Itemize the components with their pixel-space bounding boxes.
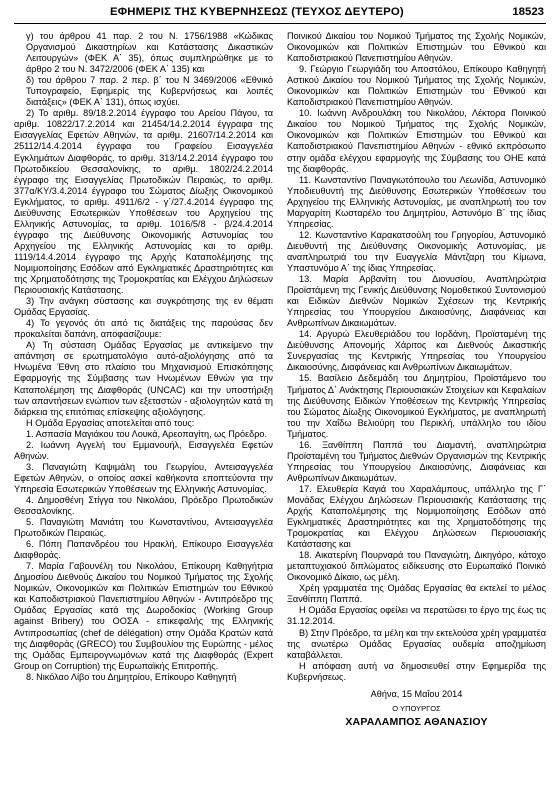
page-header <box>14 4 546 24</box>
paragraph: Η Ομάδα Εργασίας οφείλει να περατώσει το έργο της έως τις 31.12.2014. <box>287 605 546 627</box>
paragraph: 13. Μαρία Αρβανίτη του Διονυσίου, Αναπληρώτρια Προϊστάμενη της Γενικής Διεύθυνσης Νομοθετικού Συντονισμού και Ειδικών Διεθνών Νομικών Σχέσεων της Κεντρικής Υπηρεσίας του Υπουργείου Δικαιοσύνης, Διαφάνειας και Ανθρωπίνων Δικαιωμάτων. <box>287 274 546 329</box>
paragraph: Ποινικού Δικαίου του Νομικού Τμήματος της Σχολής Νομικών, Οικονομικών και Πολιτικών Επιστημών του Εθνικού και Καποδιστριακού Πανεπιστημίου Αθηνών. <box>287 31 546 64</box>
paragraph: 12. Κωνσταντίνο Καρακατσούλη του Γρηγορίου, Αστυνομικό Διευθυντή της Διεύθυνσης Οικονομικής Αστυνομίας, με αναπληρωτριά του την Ευαγγελία Μάντζαρη του Κίμωνα, Υπαστυνόμο Α΄ της ίδιας Υπηρεσίας. <box>287 229 546 273</box>
gazette-page <box>14 4 546 804</box>
paragraph: 8. Νικόλαο Λίβο του Δημητρίου, Επίκουρο Καθηγητή <box>26 671 237 682</box>
paragraph: 11. Κωνσταντίνο Παναγιωτόπουλο του Λεωνίδα, Αστυνομικό Υποδιευθυντή της Διεύθυνσης Εσωτερικών Υποθέσεων του Αρχηγείου της Ελληνικής Αστυνομίας, με αναπληρωτή του τον Μαργαρίτη Κωσταρέλο του Δημητρίου, Αστυνόμο Β΄ της ίδιας Υπηρεσίας. <box>287 174 546 229</box>
signature-block <box>287 689 546 728</box>
paragraph: 17. Ελευθερία Καγιά του Χαραλάμπους, υπάλληλο της Γ΄ Μονάδας Ελέγχου Δηλώσεων Περιουσιακής Κατάστασης της Αρχής Καταπολέμησης της Νομιμοποίησης Εσόδων από Εγκληματικές Δραστηριότητες και της Χρηματοδότησης της Τρομοκρατίας και Ελέγχου Δηλώσεων Περιουσιακής Κατάστασης και <box>287 483 546 550</box>
signature-date-place: Αθήνα, 15 Μαΐου 2014 <box>370 688 463 699</box>
paragraph: 2. Ιωάννη Αγγελή του Εμμανουήλ, Εισαγγελέα Εφετών Αθηνών. <box>14 439 273 461</box>
paragraph: Η απόφαση αυτή να δημοσιευθεί στην Εφημερίδα της Κυβερνήσεως. <box>287 660 546 682</box>
paragraph: 2) Το αριθμ. 89/18.2.2014 έγγραφο του Αρείου Πάγου, τα αριθμ. 10822/17.2.2014 και 21454/14.2.2014 έγγραφα της Εισαγγελίας Εφετών Αθηνών, τα αριθμ. 21607/14.2.2014 και 25112/14.4.2014 έγγραφα του Γραφείου Εισαγγελέα Εγκλημάτων Διαφθοράς, το αριθμ. 313/14.2.2014 έγγραφο του Πρωτοδικείου Θεσσαλονίκης, το αριθμ. 1802/24.2.2014 έγγραφο της Εισαγγελίας Πρωτοδικών Πειραιώς, το αριθμ. 377α/ΚΥ/3.4.2014 έγγραφο του Σώματος Δίωξης Οικονομικού Εγκλήματος, το αριθμ. 4911/6/2 - γ΄/27.4.2014 έγγραφο της Διεύθυνσης Εσωτερικών Υποθέσεων του Αρχηγείου της Ελληνικής Αστυνομίας, τα αριθμ. 1016/5/8 - β/24.4.2014 έγγραφο της Διεύθυνσης Οικονομικής Αστυνομίας του Αρχηγείου της Ελληνικής Αστυνομίας και το αριθμ. 1119/14.4.2014 έγγραφο της Αρχής Καταπολέμησης της Νομιμοποίησης Εσόδων από Εγκληματικές Δραστηριότητες και της Χρηματοδότησης της Τρομοκρατίας και Ελέγχου Δηλώσεων Περιουσιακής Κατάστασης. <box>14 108 273 296</box>
paragraph: 7. Μαρία Γαβουνέλη του Νικολάου, Επίκουρη Καθηγήτρια Δημοσίου Διεθνούς Δικαίου του Νομικού Τμήματος της Σχολής Νομικών, Οικονομικών και Πολιτικών Επιστημών του Εθνικού και Καποδιστριακού Πανεπιστημίου Αθηνών - Αντιπρόεδρο της Ομάδας Εργασίας κατά της Δωροδοκίας (Working Group against Bribery) του ΟΟΣΑ - επικεφαλής της Ελληνικής Αντιπροσωπίας (chef de délégation) στην Ομάδα Κρατών κατά της Διαφθοράς (GRECO) του Συμβουλίου της Ευρώπης - μέλος της Ομάδας Εμπειρογνωμόνων κατά της Διαφθοράς (Expert Group on Corruption) της Ευρωπαϊκής Επιτροπής. <box>14 561 273 671</box>
paragraph: 4) Το γεγονός ότι από τις διατάξεις της παρούσας δεν προκαλείται δαπάνη, αποφασίζουμε: <box>14 318 273 340</box>
paragraph: δ) του άρθρου 7 παρ. 2 περ. β΄ του Ν 3469/2006 «Εθνικό Τυπογραφείο, Εφημερίς της Κυβερνήσεως και λοιπές διατάξεις» (ΦΕΚ Α΄ 131), όπως ισχύει. <box>26 75 273 108</box>
signature-role: Ο ΥΠΟΥΡΓΟΣ <box>392 703 441 713</box>
right-column <box>287 31 546 728</box>
paragraph: 1. Ασπασία Μαγιάκου του Λουκά, Αρεοπαγίτη, ως Πρόεδρο. <box>26 428 268 439</box>
paragraph: 14. Αργυρώ Ελευθεριάδου του Ιορδάνη, Προϊσταμένη της Διεύθυνσης Απονομής Χάριτος και Διεθνούς Δικαστικής Συνεργασίας της Κεντρικής Υπηρεσίας του Υπουργείου Δικαιοσύνης, Διαφάνειας και Ανθρωπίνων Δικαιωμάτων. <box>287 329 546 373</box>
paragraph: 18. Αικατερίνη Πουρναρά του Παναγιώτη, Δικηγόρο, κάτοχο μεταπτυχιακού διπλώματος ειδίκευσης στο Ευρωπαϊκό Ποινικό Οικονομικό Δίκαιο, ως μέλη. <box>287 550 546 583</box>
page-number: 18523 <box>512 6 544 18</box>
paragraph: 3) Την ανάγκη σύστασης και συγκρότησης της εν θέματι Ομάδας Εργασίας. <box>14 296 273 318</box>
paragraph: 3. Παναγιώτη Καψιμάλη του Γεωργίου, Αντεισαγγελέα Εφετών Αθηνών, ο οποίος ασκεί καθήκοντα εποπτεύοντα την Υπηρεσία Εσωτερικών Υποθέσεων της Ελληνικής Αστυνομίας. <box>14 461 273 494</box>
paragraph: 9. Γεώργιο Γεωργιάδη του Αποστόλου, Επίκουρο Καθηγητή Αστικού Δικαίου του Νομικού Τμήματος της Σχολής Νομικών, Οικονομικών και Πολιτικών Επιστημών του Εθνικού και Καποδιστριακού Πανεπιστημίου Αθηνών. <box>287 64 546 108</box>
paragraph: 16. Ξανθίππη Παππά του Διαμαντή, αναπληρώτρια Προϊσταμένη του Τμήματος Διεθνών Οργανισμών της Κεντρικής Υπηρεσίας του Υπουργείου Δικαιοσύνης, Διαφάνειας και Ανθρωπίνων Δικαιωμάτων. <box>287 439 546 483</box>
paragraph: Χρέη γραμματέα της Ομάδας Εργασίας θα εκτελεί το μέλος Ξανθίππη Παππά. <box>287 583 546 605</box>
paragraph: 6. Πόπη Παπανδρέου του Ηρακλή, Επίκουρο Εισαγγελέα Διαφθοράς. <box>14 539 273 561</box>
gazette-title: ΕΦΗΜΕΡΙΣ ΤΗΣ ΚΥΒΕΡΝΗΣΕΩΣ (ΤΕΥΧΟΣ ΔΕΥΤΕΡΟ) <box>110 6 404 18</box>
paragraph: γ) του άρθρου 41 παρ. 2 του Ν. 1756/1988 «Κώδικας Οργανισμού Δικαστηρίων και Κατάστασης Δικαστικών Λειτουργών» (ΦΕΚ Α΄ 35), όπως συμπληρώθηκε με το άρθρο 2 του Ν. 3472/2006 (ΦΕΚ Α΄ 135) και <box>26 31 273 75</box>
paragraph: 4. Δημοσθένη Στίγγα του Νικολάου, Πρόεδρο Πρωτοδικών Θεσσαλονίκης. <box>14 494 273 517</box>
paragraph: Β) Στην Πρόεδρο, τα μέλη και την εκτελούσα χρέη γραμματέα της ανωτέρω Ομάδας Εργασίας ουδεμία αποζημίωση καταβάλλεται. <box>287 627 546 660</box>
paragraph: Α) Τη σύσταση Ομάδας Εργασίας με αντικείμενο την απάντηση σε ερωτηματολόγιο αυτό-αξιολόγησης από τα Ηνωμένα Έθνη στο πλαίσιο του Μηχανισμού Επισκόπησης Εφαρμογής της Σύμβασης των Ηνωμένων Εθνών για την Καταπολέμηση της Διαφθοράς (UNCAC) και την υποστήριξη των απαντήσεων ενώπιον των εξεταστών - αξιολογητών κατά τη διάρκεια της επιτόπιας επίσκεψης αξιολόγησης. <box>14 340 273 417</box>
text-columns <box>14 31 546 728</box>
paragraph: 15. Βασίλειο Δεδεμάδη του Δημητρίου, Προϊστάμενο του Τμήματος Δ΄ Ανάκτησης Περιουσιακών Στοιχείων και Κεφαλαίων της Διεύθυνσης Ειδικών Υποθέσεων της Κεντρικής Υπηρεσίας του Σώματος Δίωξης Οικονομικού Εγκλήματος, με αναπληρωτή του την Χαΐδω Βελιούρη του Περικλή, υπάλληλο του ιδίου Τμήματος. <box>287 373 546 439</box>
right-column-body <box>287 31 546 683</box>
signature-name: ΧΑΡΑΛΑΜΠΟΣ ΑΘΑΝΑΣΙΟΥ <box>345 715 488 728</box>
paragraph: Η Ομάδα Εργασίας αποτελείται από τους: <box>26 417 195 428</box>
left-column <box>14 31 273 728</box>
paragraph: 5. Παναγιώτη Μανιάτη του Κωνσταντίνου, Αντεισαγγελέα Πρωτοδικών Πειραιώς. <box>14 517 273 539</box>
paragraph: 10. Ιωάννη Ανδρουλάκη του Νικολάου, Λέκτορα Ποινικού Δικαίου του Νομικού Τμήματος της Σχολής Νομικών, Οικονομικών και Πολιτικών Επιστημών του Εθνικού και Καποδιστριακού Πανεπιστημίου Αθηνών - εθνικό εκπρόσωπο στην ομάδα ελέγχου εφαρμογής της Σύμβασης του ΟΗΕ κατά της διαφθοράς. <box>287 108 546 174</box>
